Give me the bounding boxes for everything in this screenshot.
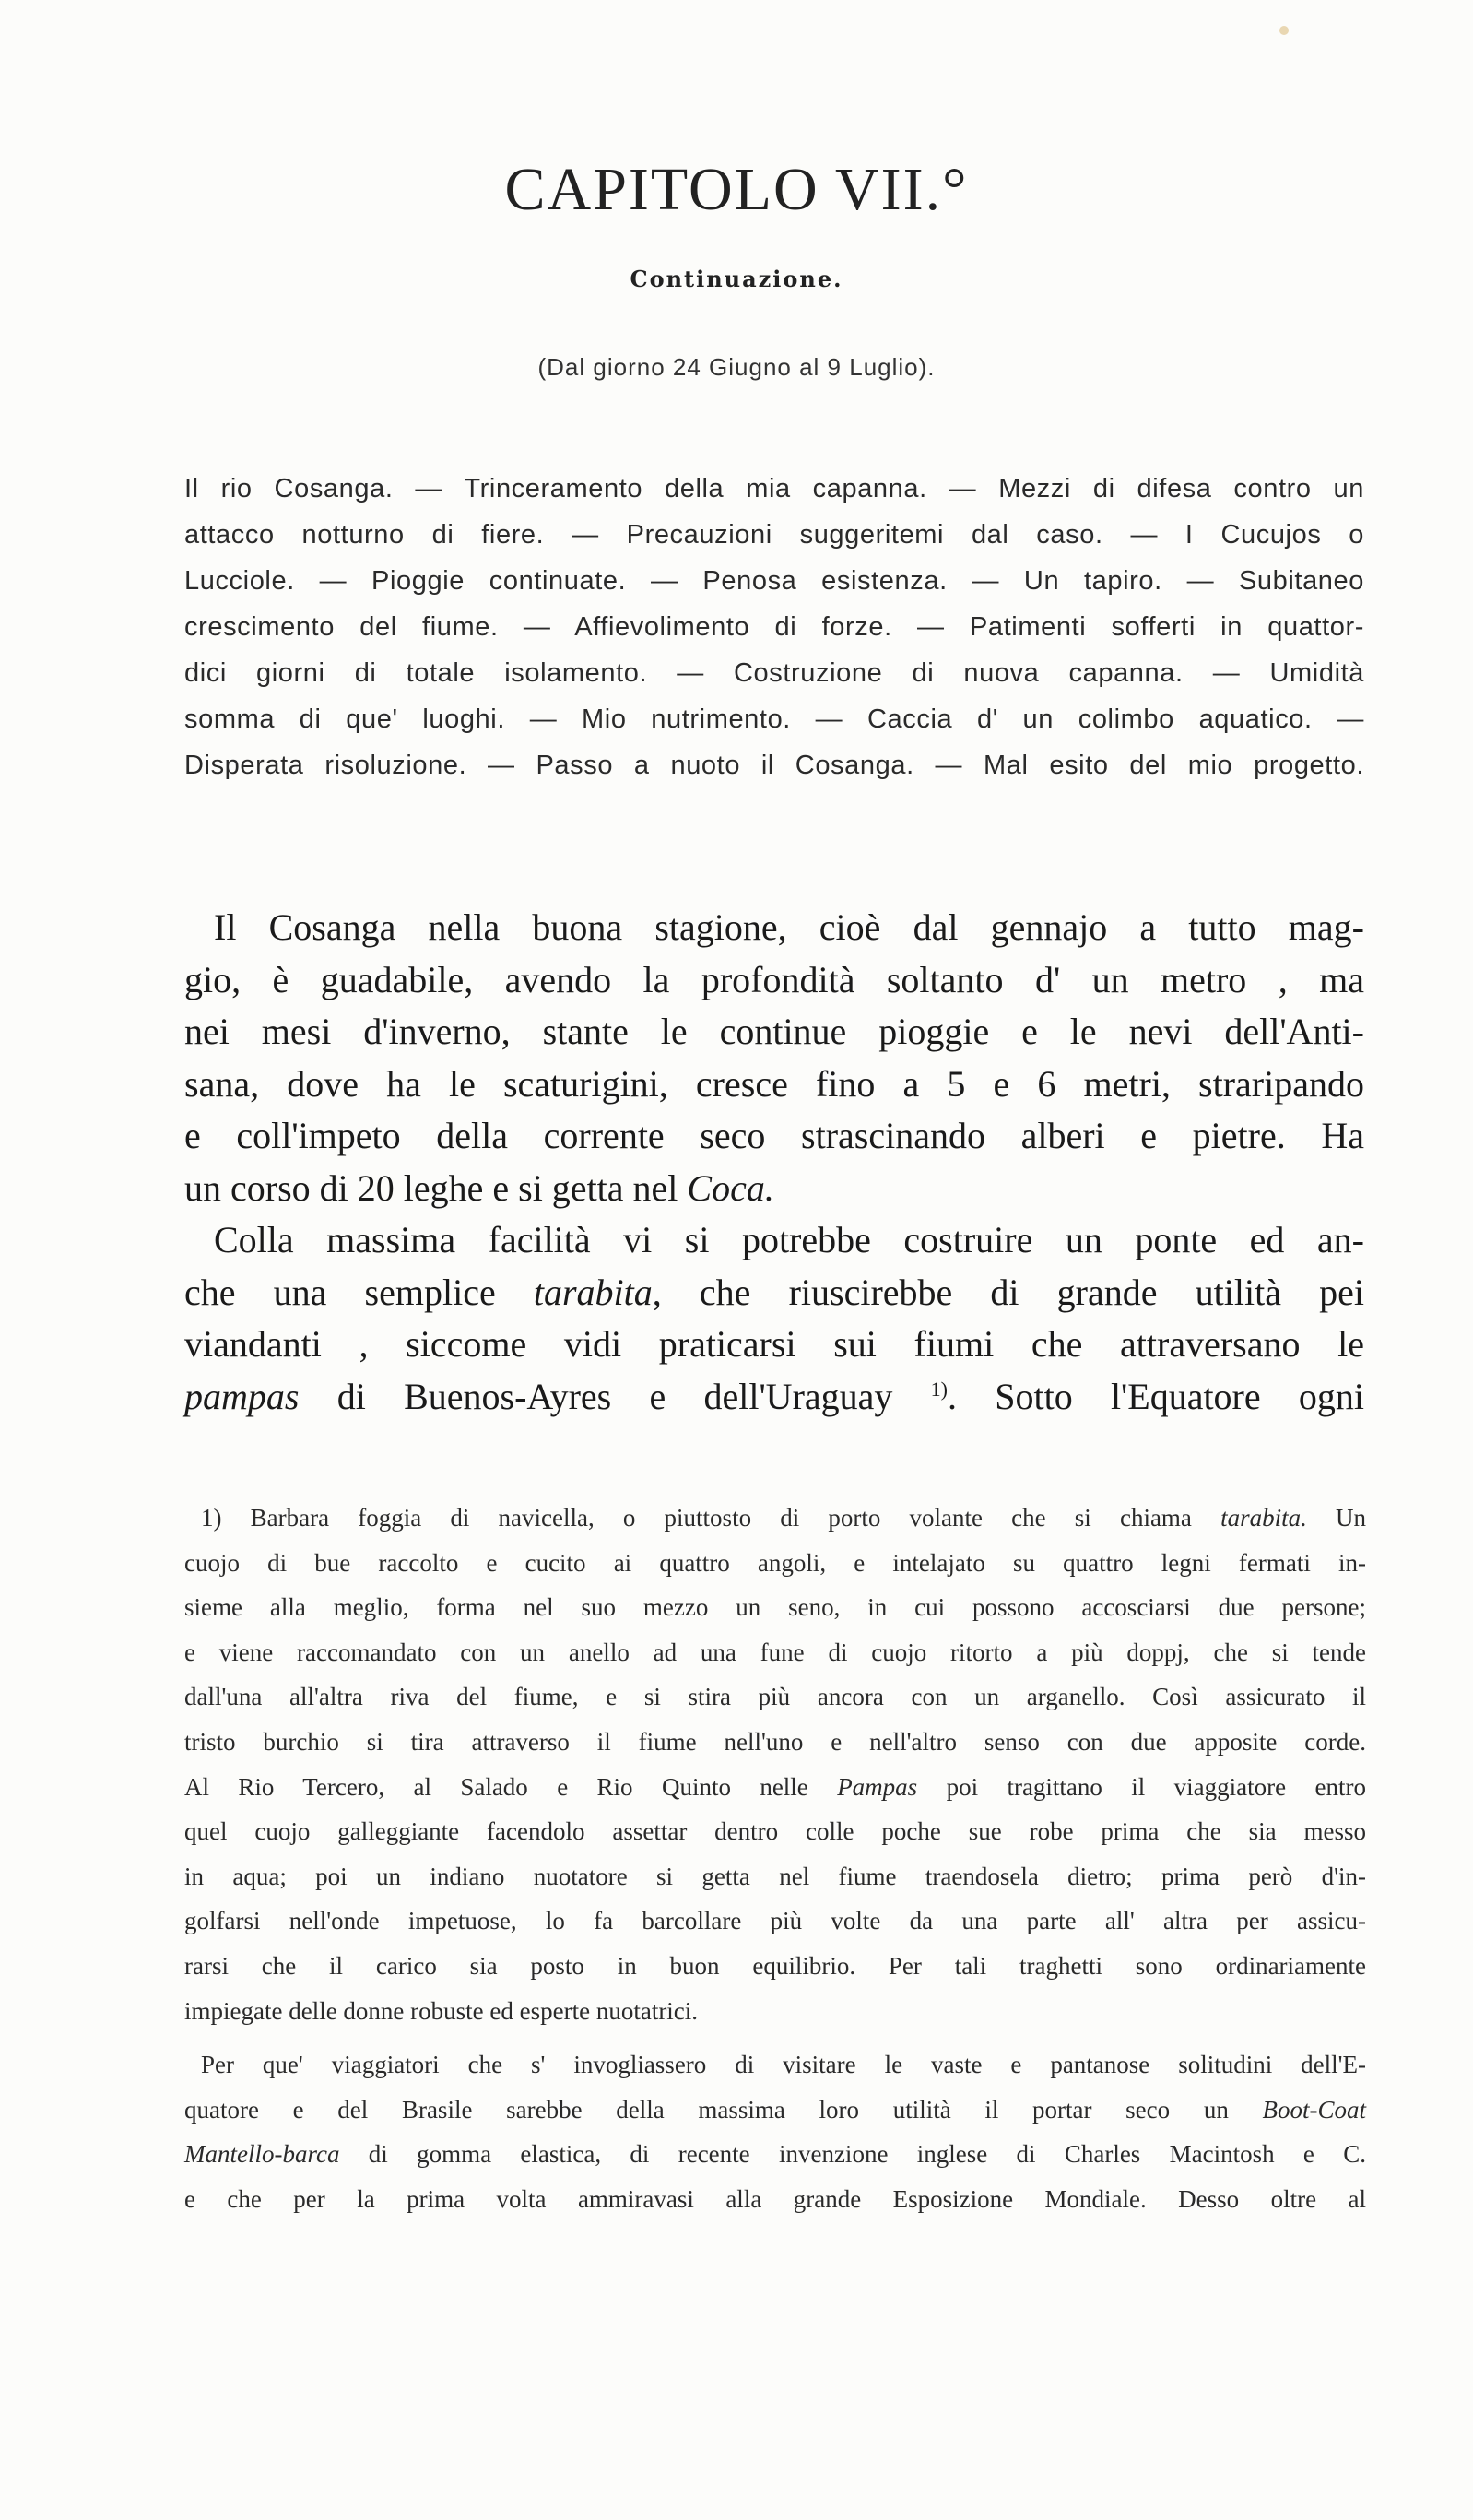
footnote-line: dall'una all'altra riva del fiume, e si stira più ancora con un arganello. Così assicurato il — [184, 1683, 1366, 1711]
summary-line: Disperata risoluzione. — Passo a nuoto il Cosanga. — Mal esito del mio progetto. — [184, 751, 1364, 780]
chapter-title: CAPITOLO VII.° — [504, 156, 969, 223]
summary-line: attacco notturno di fiere. — Precauzioni suggeritemi dal caso. — I Cucujos o — [184, 520, 1364, 550]
footnote-line: impiegate delle donne robuste ed esperte nuotatrici. — [184, 1996, 699, 2025]
body-italic-run: pampas — [184, 1375, 300, 1417]
footnote-reference[interactable]: 1) — [930, 1377, 948, 1401]
summary-line: Il rio Cosanga. — Trinceramento della mia capanna. — Mezzi di difesa contro un — [184, 474, 1364, 503]
summary-line: somma di que' luoghi. — Mio nutrimento. — Caccia d' un colimbo aquatico. — — [184, 704, 1364, 734]
page-stain — [1279, 26, 1289, 35]
footnote-line — [184, 2132, 1366, 2177]
summary-line: crescimento del fiume. — Affievolimento di forze. — Patimenti sofferti in quattor- — [184, 612, 1364, 642]
date-range: (Dal giorno 24 Giugno al 9 Luglio). — [537, 353, 936, 381]
footnote-line: sieme alla meglio, forma nel suo mezzo un seno, in cui possono accosciarsi due persone; — [184, 1593, 1366, 1622]
body-line — [184, 1371, 1364, 1424]
body-text-run: . Sotto l'Equatore ogni — [947, 1375, 1364, 1417]
footnote-gap — [184, 2033, 1366, 2042]
body-line: e coll'impeto della corrente seco strascinando alberi e pietre. Ha — [184, 1115, 1364, 1156]
chapter-subtitle: Continuazione. — [630, 266, 843, 292]
footnote-italic-run: tarabita. — [1220, 1504, 1307, 1532]
footnote-line: rarsi che il carico sia posto in buon equilibrio. Per tali traghetti sono ordinariamente — [184, 1951, 1366, 1980]
body-line: Il Cosanga nella buona stagione, cioè dal gennajo a tutto mag- — [214, 906, 1364, 948]
footnote-line — [184, 1765, 1366, 1810]
summary-line: Lucciole. — Pioggie continuate. — Penosa esistenza. — Un tapiro. — Subitaneo — [184, 566, 1364, 596]
footnote-line — [184, 1496, 1366, 1541]
body-text-run: che una semplice — [184, 1271, 534, 1313]
footnote-run: 1) Barbara foggia di navicella, o piuttosto di porto volante che si chiama — [201, 1504, 1221, 1532]
body-line — [184, 1163, 1364, 1215]
chapter-summary — [184, 466, 1364, 788]
footnote-line: e che per la prima volta ammiravasi alla grande Esposizione Mondiale. Desso oltre al — [184, 2184, 1366, 2213]
body-line: gio, è guadabile, avendo la profondità soltanto d' un metro , ma — [184, 958, 1364, 1000]
footnote-run: Un — [1306, 1504, 1367, 1532]
footnote-run: di gomma elastica, di recente invenzione inglese di Charles Macintosh e C. — [339, 2140, 1366, 2169]
footnote-line: e viene raccomandato con un anello ad una fune di cuojo ritorto a più doppj, che si tende — [184, 1638, 1366, 1666]
summary-line: dici giorni di totale isolamento. — Costruzione di nuova capanna. — Umidità — [184, 658, 1364, 688]
body-text-run: di Buenos-Ayres e dell'Uraguay — [299, 1375, 931, 1417]
body-text — [184, 902, 1364, 1423]
footnote-italic-run: Boot-Coat — [1262, 2095, 1366, 2124]
footnote-line: Per que' viaggiatori che s' invogliassero di visitare le vaste e pantanose solitudini dell'E- — [201, 2051, 1366, 2079]
footnote-line: quel cuojo galleggiante facendolo assettar dentro colle poche sue robe prima che sia messo — [184, 1817, 1366, 1846]
footnote-italic-run: Mantello-barca — [184, 2140, 340, 2169]
body-line — [184, 1267, 1364, 1319]
footnote-line: cuojo di bue raccolto e cucito ai quattro angoli, e intelajato su quattro legni fermati in- — [184, 1548, 1366, 1577]
body-italic-run: tarabita — [533, 1271, 653, 1313]
body-text-run: , che riuscirebbe di grande utilità pei — [652, 1271, 1364, 1313]
body-line: nei mesi d'inverno, stante le continue pioggie e le nevi dell'Anti- — [184, 1011, 1364, 1052]
footnote-line: tristo burchio si tira attraverso il fiume nell'uno e nell'altro senso con due apposite corde. — [184, 1727, 1366, 1756]
footnote-line — [184, 2088, 1366, 2133]
footnote-run: poi tragittano il viaggiatore entro — [917, 1772, 1366, 1801]
body-italic-run: Coca. — [687, 1166, 774, 1209]
footnote-run: quatore e del Brasile sarebbe della massima loro utilità il portar seco un — [184, 2095, 1263, 2124]
body-text-run: un corso di 20 leghe e si getta nel — [184, 1166, 688, 1209]
body-line: viandanti , siccome vidi praticarsi sui fiumi che attraversano le — [184, 1323, 1364, 1365]
footnote-line: golfarsi nell'onde impetuose, lo fa barcollare più volte da una parte all' altra per assicu- — [184, 1907, 1366, 1935]
footnote-run: Al Rio Tercero, al Salado e Rio Quinto nelle — [184, 1772, 838, 1801]
body-line: sana, dove ha le scaturigini, cresce fino a 5 e 6 metri, straripando — [184, 1062, 1364, 1105]
footnote-italic-run: Pampas — [837, 1772, 918, 1801]
footnote-line: in aqua; poi un indiano nuotatore si getta nel fiume traendosela dietro; prima però d'in- — [184, 1862, 1366, 1890]
body-line: Colla massima facilità vi si potrebbe costruire un ponte ed an- — [214, 1219, 1364, 1260]
footnotes — [184, 1496, 1366, 2222]
